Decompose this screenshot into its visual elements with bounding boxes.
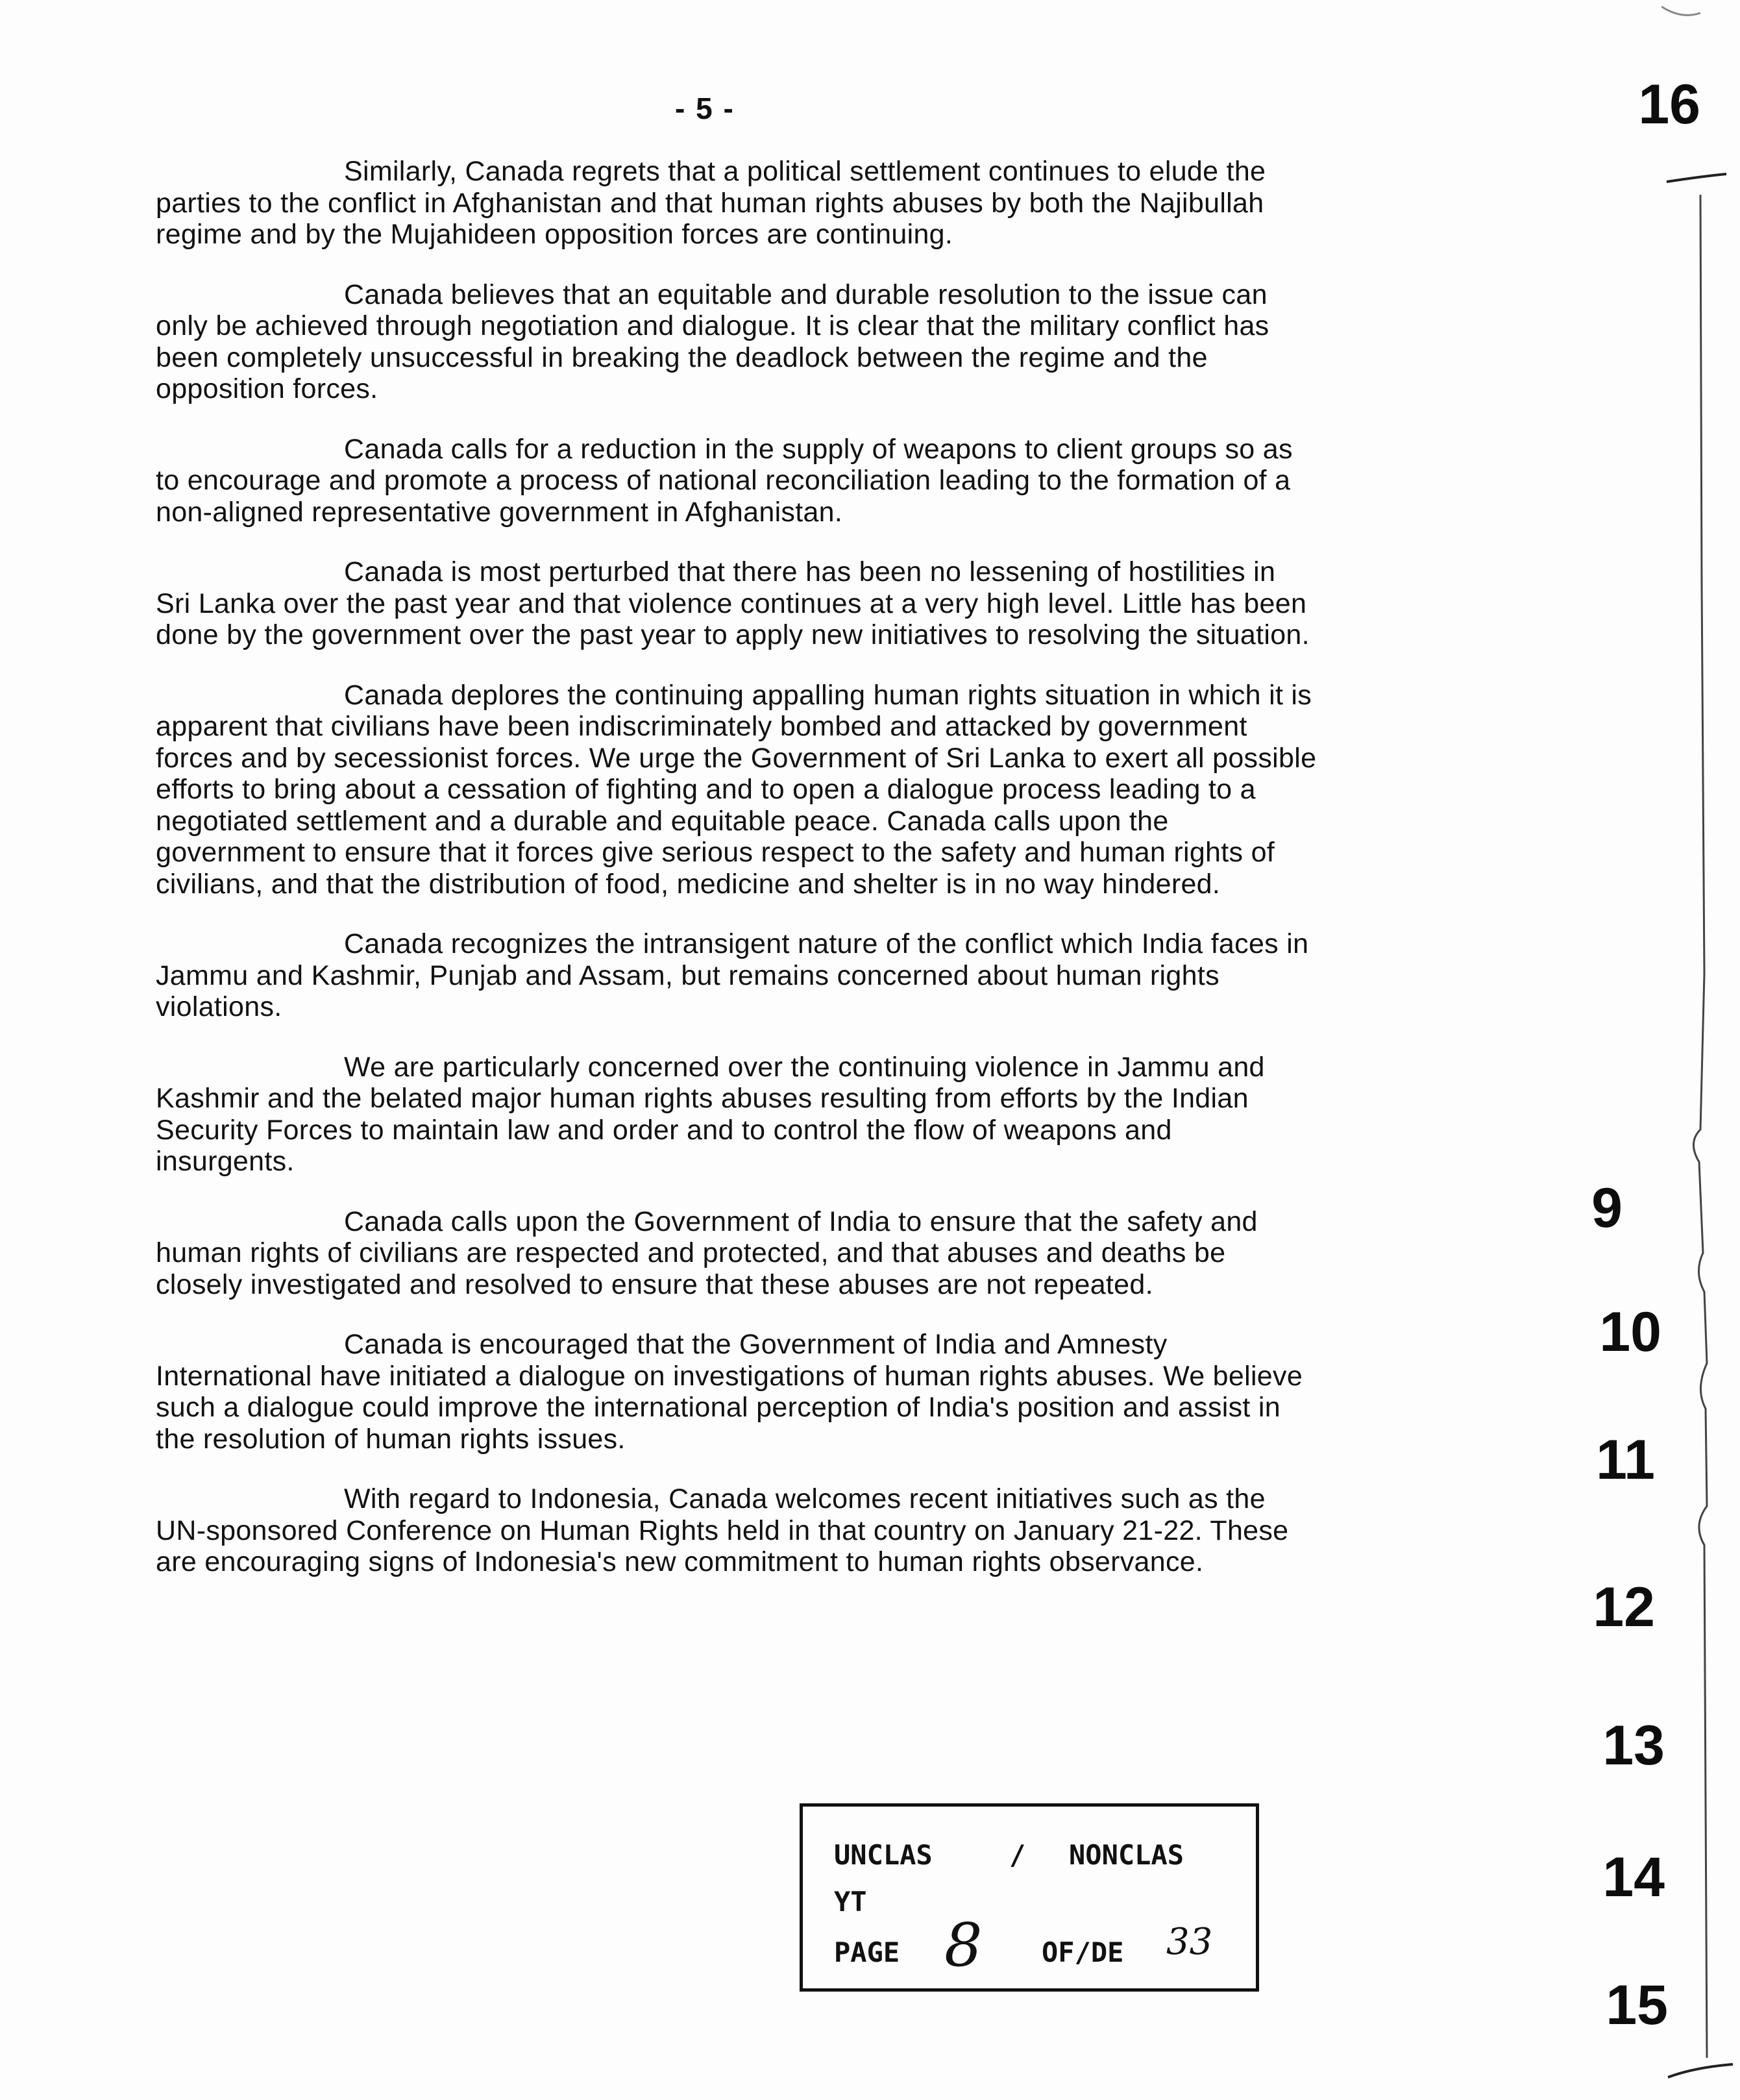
index-tab-edge — [1661, 0, 1740, 2100]
paragraph-india-amnesty: Canada is encouraged that the Government of India and Amnesty International have initiated a dialogue on investigations of human rights abuses. We believe such a dialogue could improve the international perception of India's position and assist in the resolution of human rights issues. — [156, 1329, 1303, 1455]
paragraph-afghanistan-resolution: Canada believes that an equitable and durable resolution to the issue can only be achieved through negotiation and dialogue. It is clear that the military conflict has been completely unsuccessful in breaking the deadlock between the regime and the opposition forces. — [156, 278, 1269, 404]
stamp-unclas: UNCLAS — [834, 1839, 933, 1871]
classification-stamp — [800, 1803, 1259, 1992]
paragraph-india-conflict: Canada recognizes the intransigent nature of the conflict which India faces in Jammu and Kashmir, Punjab and Assam, but remains concerned about human rights violations. — [156, 928, 1309, 1022]
margin-number-9: 9 — [1591, 1177, 1623, 1239]
stamp-of-value: 33 — [1166, 1921, 1213, 1963]
paragraph-jammu-kashmir: We are particularly concerned over the continuing violence in Jammu and Kashmir and the belated major human rights abuses resulting from efforts by the Indian Security Forces to maintain law and order and to control the flow of weapons and insurgents. — [156, 1051, 1265, 1177]
margin-number-11: 11 — [1596, 1429, 1655, 1491]
paragraph-afghanistan-settlement: Similarly, Canada regrets that a political settlement continues to elude the parties to the conflict in Afghanistan and that human rights abuses by both the Najibullah regime and by the Mujahideen opposition forces are continuing. — [156, 156, 1266, 250]
paragraph-sri-lanka-hostilities: Canada is most perturbed that there has been no lessening of hostilities in Sri Lanka over the past year and that violence continues at a very high level. Little has been done by the government over the past year to apply new initiatives to resolving the situation. — [156, 556, 1310, 650]
margin-number-14: 14 — [1602, 1846, 1665, 1909]
margin-number-12: 12 — [1593, 1576, 1655, 1638]
stamp-yt: YT — [834, 1886, 867, 1918]
paragraph-indonesia: With regard to Indonesia, Canada welcomes recent initiatives such as the UN-sponsored Conference on Human Rights held in that country on January 21-22. These are encouraging signs of Indonesia's new commitment to human rights observance. — [156, 1483, 1289, 1577]
paragraph-afghanistan-weapons: Canada calls for a reduction in the supply of weapons to client groups so as to encourage and promote a process of national reconciliation leading to the formation of a non-aligned representative government in Afghanistan. — [156, 433, 1293, 528]
stamp-page-value: 8 — [944, 1910, 983, 1980]
margin-number-10: 10 — [1599, 1301, 1661, 1363]
margin-number-16: 16 — [1638, 73, 1700, 136]
stamp-of-label: OF/DE — [1042, 1936, 1124, 1968]
body-text — [156, 156, 1317, 1607]
stamp-page-label: PAGE — [834, 1936, 900, 1968]
page-number: - 5 - — [675, 92, 735, 125]
margin-number-13: 13 — [1602, 1714, 1665, 1777]
margin-number-15: 15 — [1606, 1974, 1668, 2036]
paragraph-india-civilians: Canada calls upon the Government of India to ensure that the safety and human rights of civilians are respected and protected, and that abuses and deaths be closely investigated and resolved to ensure that these abuses are not repeated. — [156, 1205, 1258, 1300]
stamp-slash: / — [1009, 1839, 1026, 1871]
paragraph-sri-lanka-human-rights: Canada deplores the continuing appalling human rights situation in which it is apparent that civilians have been indiscriminately bombed and attacked by government forces and by secessionist forces. We urge the Government of Sri Lanka to exert all possible efforts to bring about a cessation of fighting and to open a dialogue process leading to a negotiated settlement and a durable and equitable peace. Canada calls upon the government to ensure that it forces give serious respect to the safety and human rights of civilians, and that the distribution of food, medicine and shelter is in no way hindered. — [156, 679, 1317, 900]
stamp-nonclas: NONCLAS — [1069, 1839, 1184, 1871]
